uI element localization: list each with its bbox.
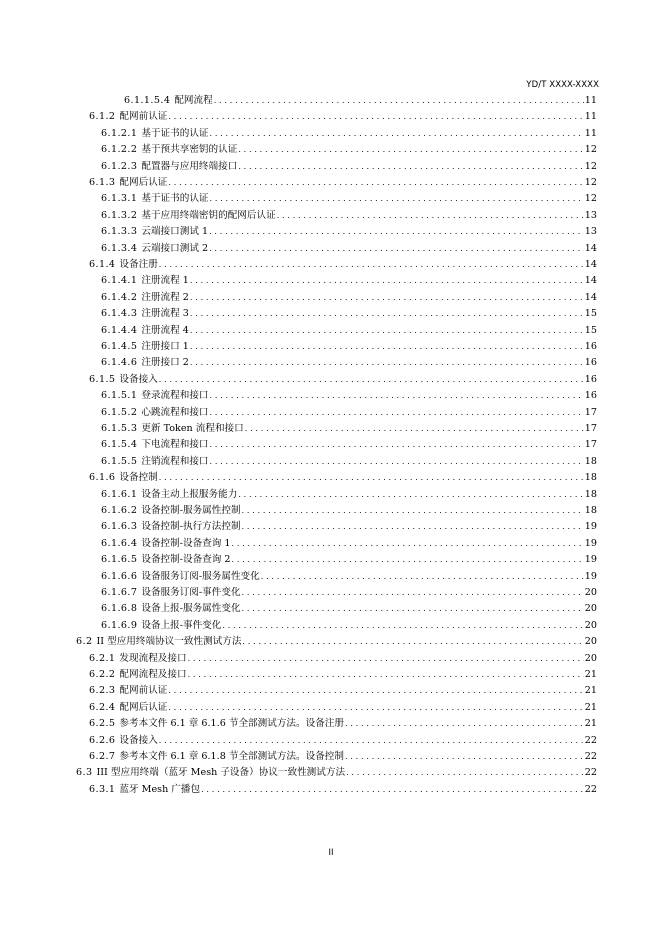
toc-entry-number: 6.1.5.1 xyxy=(101,390,138,402)
toc-entry[interactable] xyxy=(101,158,597,176)
toc-entry[interactable] xyxy=(101,354,597,372)
toc-entry[interactable] xyxy=(101,240,597,258)
toc-entry[interactable] xyxy=(101,486,597,504)
toc-entry[interactable] xyxy=(101,502,597,520)
toc-dot-leader xyxy=(210,190,584,208)
toc-entry-page: 20 xyxy=(584,587,597,598)
toc-entry-page: 16 xyxy=(584,373,597,385)
toc-entry[interactable] xyxy=(89,650,597,668)
toc-entry-number: 6.1.6.8 xyxy=(101,603,138,615)
toc-dot-leader xyxy=(238,486,583,504)
toc-dot-leader xyxy=(188,666,584,684)
toc-entry-title: III 型应用终端（蓝牙 Mesh 子设备）协议一致性测试方法 xyxy=(96,767,346,779)
toc-entry-page: 11 xyxy=(584,111,597,123)
toc-entry-title: 设备控制-服务属性控制 xyxy=(141,505,241,516)
toc-entry-number: 6.1.3.3 xyxy=(101,226,138,238)
toc-entry-number: 6.1.4.5 xyxy=(101,341,138,352)
toc-dot-leader xyxy=(210,453,584,471)
toc-entry-title: 发现流程及接口 xyxy=(119,652,187,664)
toc-entry[interactable] xyxy=(89,682,597,700)
toc-entry-title: 设备控制 xyxy=(119,472,158,484)
toc-entry-number: 6.1.3.2 xyxy=(101,209,138,221)
toc-entry-title: 注册流程 2 xyxy=(141,291,189,303)
toc-dot-leader xyxy=(232,551,584,569)
toc-dot-leader xyxy=(210,436,584,454)
toc-entry[interactable] xyxy=(89,108,597,126)
toc-entry-number: 6.1.6 xyxy=(89,472,116,484)
toc-entry-page: 17 xyxy=(584,439,597,451)
toc-entry-number: 6.1.6.7 xyxy=(101,587,138,598)
toc-entry[interactable] xyxy=(76,764,597,782)
toc-entry-page: 19 xyxy=(584,521,597,533)
toc-entry-number: 6.1.5.5 xyxy=(101,455,138,467)
toc-entry-number: 6.2.1 xyxy=(89,652,116,664)
toc-entry-title: 蓝牙 Mesh 广播包 xyxy=(119,783,201,795)
toc-entry[interactable] xyxy=(89,174,597,192)
toc-entry-page: 11 xyxy=(584,127,597,139)
toc-entry-title: 配网前认证 xyxy=(119,685,168,697)
toc-entry-page: 12 xyxy=(584,177,597,188)
toc-entry-page: 21 xyxy=(584,701,597,713)
toc-entry-number: 6.1.5.4 xyxy=(101,439,138,451)
toc-dot-leader xyxy=(232,535,584,553)
toc-entry-page: 20 xyxy=(584,619,597,631)
toc-dot-leader xyxy=(159,732,584,750)
toc-dot-leader xyxy=(346,764,584,782)
toc-entry[interactable] xyxy=(101,436,597,454)
toc-entry-title: 设备主动上报服务能力 xyxy=(141,488,238,500)
toc-entry-page: 20 xyxy=(584,636,597,648)
toc-entry-number: 6.1.6.6 xyxy=(101,570,138,582)
toc-entry[interactable] xyxy=(101,322,597,340)
toc-entry-page: 13 xyxy=(584,226,597,238)
toc-entry-page: 22 xyxy=(584,783,597,795)
toc-entry[interactable] xyxy=(76,633,597,651)
toc-entry-title: 设备上报-服务属性变化 xyxy=(141,603,241,615)
toc-entry-title: 心跳流程和接口 xyxy=(141,406,209,418)
toc-dot-leader xyxy=(242,502,584,520)
toc-entry[interactable] xyxy=(89,748,597,766)
toc-entry-title: 配网前认证 xyxy=(119,111,168,123)
toc-entry-page: 19 xyxy=(584,537,597,549)
toc-entry-page: 19 xyxy=(584,570,597,582)
toc-entry-title: 注册接口 1 xyxy=(141,341,189,352)
toc-entry-title: 设备服务订阅-事件变化 xyxy=(141,587,241,598)
toc-entry-number: 6.1.6.1 xyxy=(101,488,138,500)
toc-entry[interactable] xyxy=(101,535,597,553)
toc-entry-page: 18 xyxy=(584,505,597,516)
toc-entry-title: 注册接口 2 xyxy=(141,357,189,369)
toc-dot-leader xyxy=(210,125,584,143)
toc-entry-number: 6.1.3 xyxy=(89,177,116,188)
toc-entry-number: 6.1.5.3 xyxy=(101,423,138,434)
toc-entry-number: 6.2 xyxy=(76,636,93,648)
toc-dot-leader xyxy=(159,256,584,274)
toc-entry-title: 更新 Token 流程和接口 xyxy=(141,423,244,434)
toc-entry-number: 6.1.6.9 xyxy=(101,619,138,631)
toc-dot-leader xyxy=(209,240,584,258)
toc-entry-number: 6.1.6.4 xyxy=(101,537,138,549)
toc-dot-leader xyxy=(188,650,584,668)
toc-entry-number: 6.2.4 xyxy=(89,701,116,713)
toc-entry-number: 6.2.5 xyxy=(89,718,116,730)
toc-entry[interactable] xyxy=(89,732,597,750)
toc-entry[interactable] xyxy=(101,453,597,471)
toc-entry-title: 参考本文件 6.1 章 6.1.8 节全部测试方法。设备控制 xyxy=(119,751,344,762)
toc-entry-number: 6.1.2.3 xyxy=(101,160,138,172)
toc-entry-title: 配网后认证 xyxy=(119,177,168,188)
toc-entry-title: 参考本文件 6.1 章 6.1.6 节全部测试方法。设备注册 xyxy=(119,718,344,730)
toc-entry[interactable] xyxy=(101,420,597,438)
toc-entry-number: 6.1.4.3 xyxy=(101,308,138,320)
toc-entry-number: 6.1.5.2 xyxy=(101,406,138,418)
toc-entry-title: II 型应用终端协议一致性测试方法 xyxy=(96,636,242,648)
toc-entry-title: 设备服务订阅-服务属性变化 xyxy=(141,570,260,582)
toc-dot-leader xyxy=(222,617,583,635)
toc-entry[interactable] xyxy=(101,387,597,405)
toc-entry-number: 6.2.6 xyxy=(89,734,116,746)
toc-entry-title: 设备接入 xyxy=(119,734,158,746)
toc-dot-leader xyxy=(168,174,583,192)
toc-entry[interactable] xyxy=(89,469,597,487)
toc-entry-page: 17 xyxy=(584,406,597,418)
toc-dot-leader xyxy=(210,404,584,422)
toc-entry[interactable] xyxy=(101,207,597,225)
toc-entry[interactable] xyxy=(89,256,597,274)
toc-entry-number: 6.3.1 xyxy=(89,783,116,795)
toc-dot-leader xyxy=(159,469,584,487)
toc-entry-page: 22 xyxy=(584,767,597,779)
toc-dot-leader xyxy=(168,108,583,126)
toc-entry[interactable] xyxy=(89,666,597,684)
toc-entry-title: 登录流程和接口 xyxy=(141,390,209,402)
toc-entry-title: 下电流程和接口 xyxy=(141,439,209,451)
toc-dot-leader xyxy=(238,141,583,159)
toc-dot-leader xyxy=(190,272,584,290)
toc-dot-leader xyxy=(242,518,584,536)
toc-entry-number: 6.1.4.2 xyxy=(101,291,138,303)
toc-entry-page: 13 xyxy=(584,209,597,221)
toc-entry[interactable] xyxy=(101,223,597,241)
toc-entry-page: 12 xyxy=(584,144,597,156)
toc-entry-page: 21 xyxy=(584,669,597,680)
toc-dot-leader xyxy=(242,584,584,602)
toc-entry-page: 17 xyxy=(584,423,597,434)
toc-entry[interactable] xyxy=(101,305,597,323)
toc-entry[interactable] xyxy=(101,125,597,143)
toc-dot-leader xyxy=(242,633,583,651)
toc-entry-page: 22 xyxy=(584,734,597,746)
toc-entry-page: 18 xyxy=(584,488,597,500)
toc-entry-title: 云端接口测试 1 xyxy=(141,226,209,238)
toc-dot-leader xyxy=(209,223,584,241)
toc-entry[interactable] xyxy=(101,338,597,356)
toc-entry[interactable] xyxy=(101,518,597,536)
toc-dot-leader xyxy=(168,699,583,717)
toc-entry[interactable] xyxy=(101,568,597,586)
toc-entry-number: 6.1.6.5 xyxy=(101,554,138,566)
toc-entry-title: 注销流程和接口 xyxy=(141,455,209,467)
toc-entry-number: 6.1.3.1 xyxy=(101,193,138,205)
toc-entry[interactable] xyxy=(101,584,597,602)
toc-entry[interactable] xyxy=(101,289,597,307)
toc-entry-page: 11 xyxy=(584,95,597,106)
toc-entry-title: 设备控制-执行方法控制 xyxy=(141,521,241,533)
toc-entry-title: 基于预共享密钥的认证 xyxy=(141,144,238,156)
toc-entry-title: 设备控制-设备查询 1 xyxy=(141,537,231,549)
toc-entry-number: 6.1.5 xyxy=(89,373,116,385)
toc-entry-page: 15 xyxy=(584,308,597,320)
toc-entry-page: 12 xyxy=(584,193,597,205)
toc-entry-title: 配网流程 xyxy=(174,95,213,106)
toc-entry-title: 设备上报-事件变化 xyxy=(141,619,222,631)
toc-entry[interactable] xyxy=(89,371,597,389)
toc-entry-page: 18 xyxy=(584,472,597,484)
toc-entry-number: 6.1.2.1 xyxy=(101,127,138,139)
toc-entry-number: 6.1.1.5.4 xyxy=(124,95,171,106)
toc-entry-page: 18 xyxy=(584,455,597,467)
toc-entry-page: 21 xyxy=(584,718,597,730)
toc-entry-page: 16 xyxy=(584,357,597,369)
toc-entry-page: 20 xyxy=(584,603,597,615)
toc-entry-page: 14 xyxy=(584,275,597,287)
toc-entry-page: 14 xyxy=(584,259,597,270)
toc-entry-number: 6.1.6.3 xyxy=(101,521,138,533)
toc-entry[interactable] xyxy=(101,600,597,618)
document-header: YD/T XXXX-XXXX xyxy=(526,80,599,90)
toc-dot-leader xyxy=(190,322,584,340)
toc-entry-number: 6.1.2 xyxy=(89,111,116,123)
toc-dot-leader xyxy=(190,354,584,372)
toc-entry[interactable] xyxy=(101,404,597,422)
toc-entry-number: 6.1.2.2 xyxy=(101,144,138,156)
toc-entry-page: 21 xyxy=(584,685,597,697)
toc-entry-title: 配置器与应用终端接口 xyxy=(141,160,238,172)
toc-entry-number: 6.1.4.6 xyxy=(101,357,138,369)
toc-entry-page: 14 xyxy=(584,242,597,254)
toc-entry-page: 12 xyxy=(584,160,597,172)
toc-entry-number: 6.1.4.4 xyxy=(101,324,138,336)
toc-entry[interactable] xyxy=(124,92,597,110)
toc-dot-leader xyxy=(214,92,584,110)
toc-entry-number: 6.2.7 xyxy=(89,751,116,762)
toc-entry[interactable] xyxy=(101,190,597,208)
toc-dot-leader xyxy=(277,207,584,225)
toc-dot-leader xyxy=(190,338,584,356)
toc-entry-number: 6.3 xyxy=(76,767,93,779)
toc-entry-number: 6.2.2 xyxy=(89,669,116,680)
toc-entry-number: 6.1.3.4 xyxy=(101,242,138,254)
toc-dot-leader xyxy=(168,682,583,700)
toc-entry-title: 设备控制-设备查询 2 xyxy=(141,554,231,566)
toc-dot-leader xyxy=(245,420,584,438)
toc-dot-leader xyxy=(201,781,584,799)
toc-entry-title: 基于证书的认证 xyxy=(141,193,209,205)
toc-dot-leader xyxy=(190,289,584,307)
toc-dot-leader xyxy=(261,568,584,586)
toc-entry-title: 注册流程 3 xyxy=(141,308,189,320)
toc-entry[interactable] xyxy=(89,699,597,717)
toc-dot-leader xyxy=(159,371,584,389)
toc-entry-page: 16 xyxy=(584,390,597,402)
toc-dot-leader xyxy=(238,158,583,176)
toc-entry-title: 基于证书的认证 xyxy=(141,127,209,139)
toc-entry[interactable] xyxy=(89,781,597,799)
toc-entry[interactable] xyxy=(89,715,597,733)
toc-entry-title: 配网流程及接口 xyxy=(119,669,187,680)
page-number: II xyxy=(328,848,334,858)
toc-entry-page: 14 xyxy=(584,291,597,303)
toc-entry-number: 6.1.6.2 xyxy=(101,505,138,516)
toc-entry-page: 20 xyxy=(584,652,597,664)
toc-dot-leader xyxy=(242,600,584,618)
toc-entry-title: 设备接入 xyxy=(119,373,158,385)
toc-entry-title: 注册流程 4 xyxy=(141,324,189,336)
toc-dot-leader xyxy=(210,387,584,405)
toc-entry-number: 6.2.3 xyxy=(89,685,116,697)
toc-entry[interactable] xyxy=(101,272,597,290)
toc-entry-page: 15 xyxy=(584,324,597,336)
toc-entry-page: 19 xyxy=(584,554,597,566)
toc-entry[interactable] xyxy=(101,551,597,569)
toc-entry-title: 设备注册 xyxy=(119,259,158,270)
toc-entry-number: 6.1.4.1 xyxy=(101,275,138,287)
toc-dot-leader xyxy=(190,305,584,323)
toc-dot-leader xyxy=(345,715,584,733)
toc-entry[interactable] xyxy=(101,617,597,635)
toc-entry-title: 注册流程 1 xyxy=(141,275,189,287)
toc-entry[interactable] xyxy=(101,141,597,159)
toc-entry-number: 6.1.4 xyxy=(89,259,116,270)
toc-dot-leader xyxy=(345,748,584,766)
toc-entry-title: 配网后认证 xyxy=(119,701,168,713)
toc-entry-title: 基于应用终端密钥的配网后认证 xyxy=(141,209,276,221)
toc-entry-page: 16 xyxy=(584,341,597,352)
toc-entry-page: 22 xyxy=(584,751,597,762)
toc-entry-title: 云端接口测试 2 xyxy=(141,242,209,254)
